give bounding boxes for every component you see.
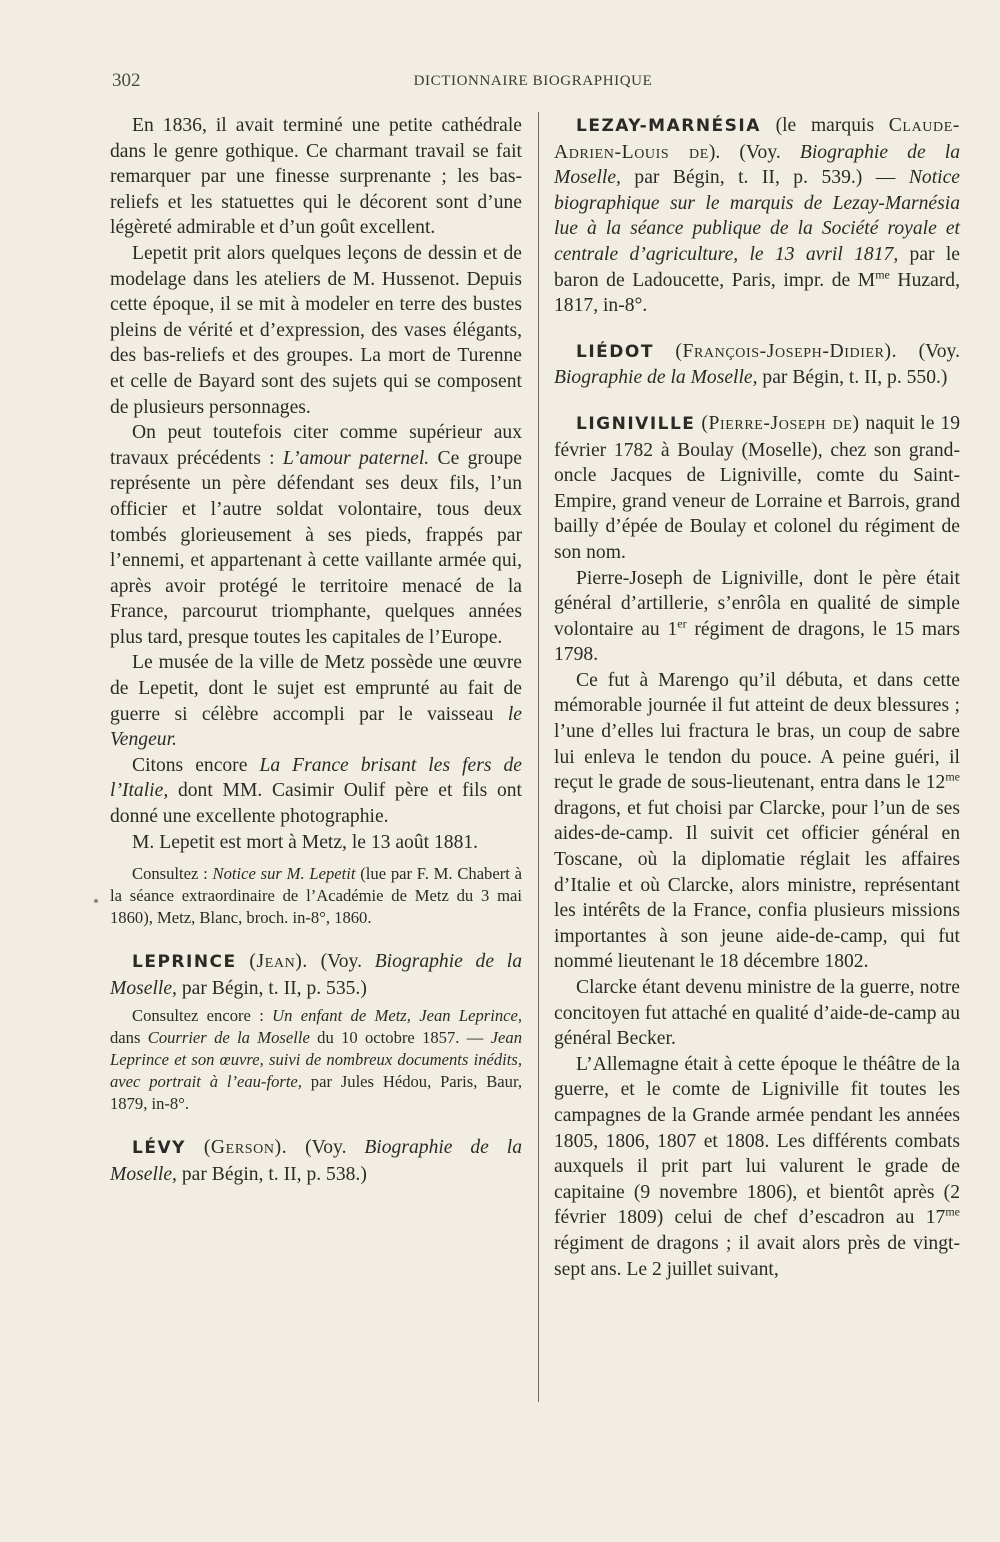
paragraph: Ce fut à Marengo qu’il débuta, et dans cette mémorable journée il fut atteint de deux blessures ; l’une d’elles lui fractura le bras, un coup de sabre lui enleva le tendon du pouce. A peine guéri, il reçut le grade de sous-lieutenant, entra dans le $12^{me}$ dragons, et fut choisi par Clarcke, pour l’un de ses aides-de-camp. Il suivit cet officier général en Toscane, où la diplomatie réglait les affaires d’Italie et où Clarcke, alors ministre, représentant les intérêts de la France, confia plusieurs missions importantes à son jeune aide-de-camp, qui fut nommé lieutenant le 18 décembre 1802.: [554, 669, 960, 973]
paragraph: M. Lepetit est mort à Metz, le 13 août 1881.: [132, 831, 479, 853]
bibliographic-note: Consultez : Notice sur M. Lepetit (lue par F. M. Chabert à la séance extraordinaire de l’Académie de Metz du 3 mai 1860), Metz, Blanc, broch. in-8°, 1860.: [110, 864, 522, 928]
entry-headword: LEZAY-MARNÉSIA: [576, 116, 761, 136]
paragraph: Le musée de la ville de Metz possède une œuvre de Lepetit, dont le sujet est emprunté au fait de guerre si célèbre accompli par le vaisseau le Vengeur.: [110, 652, 522, 751]
paragraph: En 1836, il avait terminé une petite cathédrale dans le genre gothique. Ce charmant travail se fait remarquer par une finesse surprenante ; les bas-reliefs et les statuettes qui le décorent sont d’une légèreté admirable et d’un goût excellent.: [110, 115, 522, 239]
bibliographic-note: Consultez encore : Un enfant de Metz, Jean Leprince, dans Courrier de la Moselle du 10 octobre 1857. — Jean Leprince et son œuvre, suivi de nombreux documents inédits, avec portrait à l’eau-forte, par Jules Hédou, Paris, Baur, 1879, in-8°.: [110, 1006, 522, 1114]
entry-leprince: LEPRINCE (Jean). (Voy. Biographie de la Moselle, par Bégin, t. II, p. 535.): [110, 951, 522, 999]
paragraph: Lepetit prit alors quelques leçons de dessin et de modelage dans les ateliers de M. Hussenot. Depuis cette époque, il se mit à modeler en terre des bustes pleins de vérité et d’expression, des vases élégants, des bas-reliefs et des groupes. La mort de Turenne et celle de Bayard sont des sujets qui se composent de plusieurs personnages.: [110, 242, 522, 418]
right-column: [554, 113, 960, 1282]
entry-headword: LIGNIVILLE: [576, 413, 696, 434]
paragraph: Citons encore La France brisant les fers de l’Italie, dont MM. Casimir Oulif père et fils ont donné une excellente photographie.: [110, 754, 522, 828]
column-divider: [538, 112, 539, 1402]
entry-headword: LEPRINCE: [132, 952, 237, 973]
paragraph: L’Allemagne était à cette époque le théâtre de la guerre, et le comte de Ligniville fit toutes les campagnes de la Grande armée pendant les années 1805, 1806, 1807 et 1808. Les différents combats auxquels il prit part lui valurent le grade de capitaine (9 novembre 1806), et bientôt après (2 février 1809) celui de chef d’escadron au $17^{me}$ régiment de dragons ; il avait alors près de vingt-sept ans. Le 2 juillet suivant,: [554, 1053, 960, 1280]
entry-lezay-marnesia: LEZAY-MARNÉSIA (le marquis Claude-Adrien-Louis de). (Voy. Biographie de la Moselle, par Bégin, t. II, p. 539.) — Notice biographique sur le marquis de Lezay-Marnésia lue à la séance publique de la Société royale et centrale d’agriculture, le 13 avril 1817, par le baron de Ladoucette, Paris, impr. de $M^{me}$ Huzard, 1817, in-8°.: [554, 115, 960, 317]
running-title: DICTIONNAIRE BIOGRAPHIQUE: [413, 73, 653, 89]
paragraph: Clarcke étant devenu ministre de la guerre, notre concitoyen fut attaché en qualité d’aide-de-camp au général Becker.: [554, 977, 960, 1050]
page-header: [112, 70, 954, 100]
entry-ligniville: LIGNIVILLE (Pierre-Joseph de) naquit le 19 février 1782 à Boulay (Moselle), chez son grand-oncle Jacques de Ligniville, comte du Saint-Empire, grand veneur de Lorraine et Barrois, grand bailly d’épée de Boulay et colonel du régiment de son nom.: [554, 412, 960, 563]
page-number: 302: [112, 70, 141, 91]
margin-mark: [94, 899, 98, 903]
paragraph: On peut toutefois citer comme supérieur aux travaux précédents : L’amour paternel. Ce groupe représente un père défendant ses deux fils, l’un officier et l’autre soldat volontaire, tous deux tombés glorieusement à ses pieds, frappés par l’ennemi, et appartenant à cette vaillante armée qui, après avoir protégé le territoire menacé de la France, parcourut triomphante, quelques années plus tard, presque toutes les capitales de l’Europe.: [110, 422, 522, 648]
entry-headword: LIÉDOT: [576, 341, 654, 362]
entry-headword: LÉVY: [132, 1138, 186, 1159]
paragraph: Pierre-Joseph de Ligniville, dont le père était général d’artillerie, s’enrôla en qualité de simple volontaire au 1er régiment de dragons, le 15 mars 1798.: [554, 567, 961, 666]
left-column: [110, 113, 522, 1188]
entry-liedot: LIÉDOT (François-Joseph-Didier). (Voy. Biographie de la Moselle, par Bégin, t. II, p. 550.): [554, 340, 960, 389]
entry-levy: LÉVY (Gerson). (Voy. Biographie de la Moselle, par Bégin, t. II, p. 538.): [110, 1137, 522, 1185]
